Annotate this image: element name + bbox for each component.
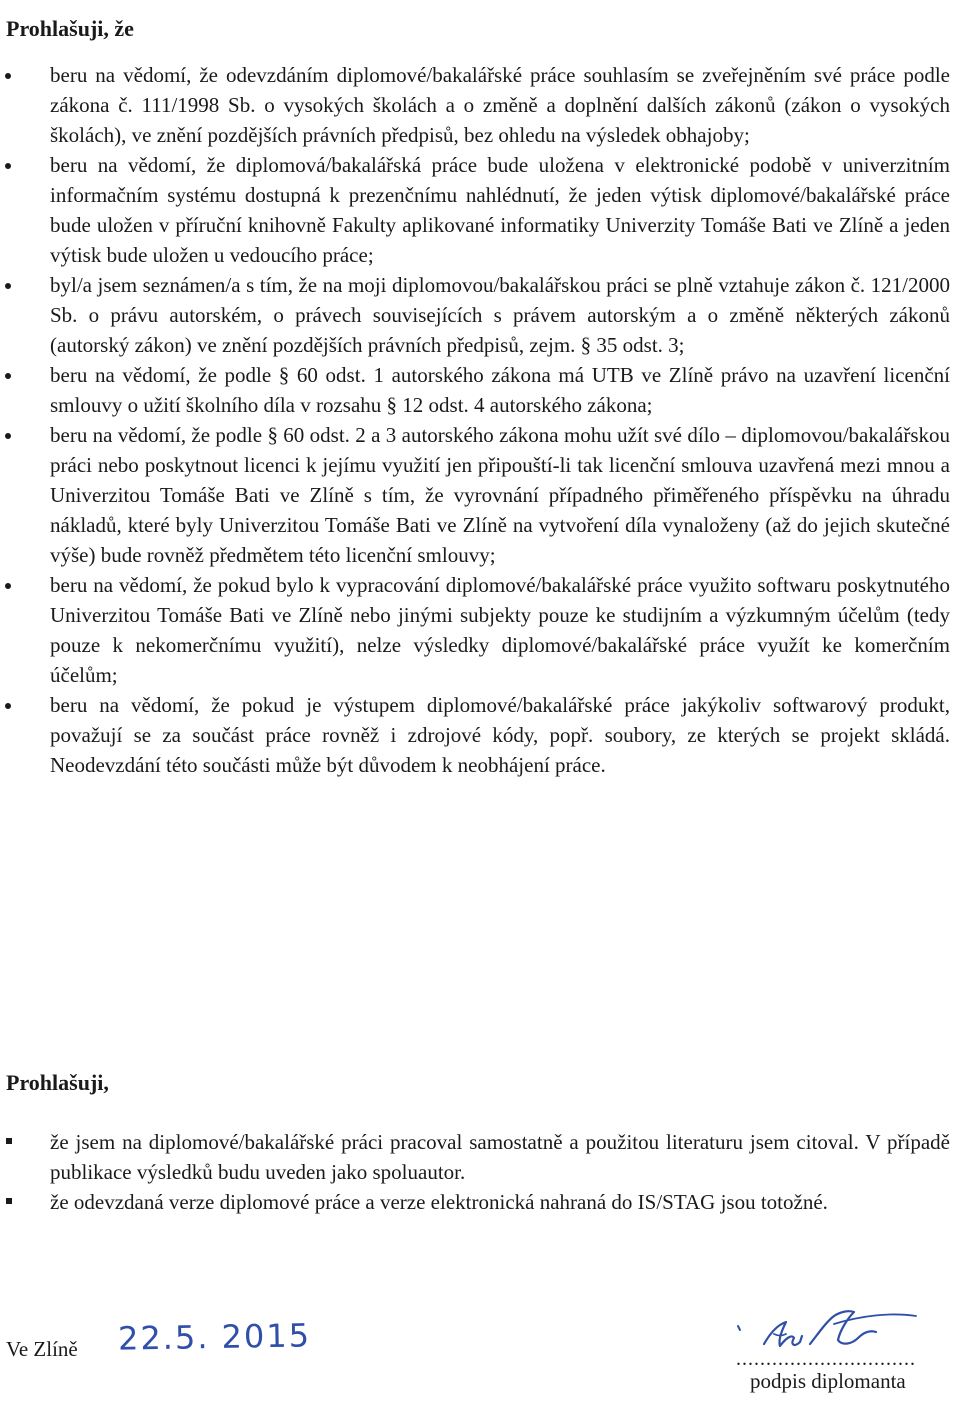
declarations-list — [0, 60, 950, 780]
signature-label: podpis diplomanta — [750, 1369, 906, 1393]
list-item: byl/a jsem seznámen/a s tím, že na moji diplomovou/bakalářskou práci se plně vztahuje zákon č. 121/2000 Sb. o právu autorském, o právech souvisejících s právem autorským a o změně některých zákonů (autorský zákon) ve znění pozdějších právních předpisů, zejm. § 35 odst. 3; — [0, 270, 950, 360]
list-item: beru na vědomí, že pokud je výstupem diplomové/bakalářské práce jakýkoliv softwarový produkt, považují se za součást práce rovněž i zdrojové kódy, popř. soubory, ze kterých se projekt skládá. Neodevzdání této součásti může být důvodem k neobhájení práce. — [0, 690, 950, 780]
signature-dotted-line: .............................. — [736, 1348, 916, 1370]
list-item: beru na vědomí, že podle § 60 odst. 2 a 3 autorského zákona mohu užít své dílo – diplomovou/bakalářskou práci nebo poskytnout licenci k jejímu využití jen připouští-li tak licenční smlouva uzavřená mezi mnou a Univerzitou Tomáše Bati ve Zlíně s tím, že vyrovnání případného přiměřeného příspěvku na úhradu nákladů, které byly Univerzitou Tomáše Bati ve Zlíně na vytvoření díla vynaloženy (až do jejich skutečné výše) bude rovněž předmětem této licenční smlouvy; — [0, 420, 950, 570]
signature-area — [730, 1300, 960, 1404]
section-heading-first: Prohlašuji, že — [6, 16, 134, 41]
list-item: beru na vědomí, že pokud bylo k vypracování diplomové/bakalářské práce využito softwaru poskytnutého Univerzitou Tomáše Bati ve Zlíně nebo jinými subjekty pouze ke studijním a výzkumným účelům (tedy pouze k nekomerčnímu využití), nelze výsledky diplomové/bakalářské práce využít ke komerčním účelům; — [0, 570, 950, 690]
list-item: že odevzdaná verze diplomové práce a verze elektronická nahraná do IS/STAG jsou totožné. — [0, 1187, 950, 1217]
list-item: že jsem na diplomové/bakalářské práci pracoval samostatně a použitou literaturu jsem citoval. V případě publikace výsledků budu uveden jako spoluautor. — [0, 1127, 950, 1187]
declarations-list-2 — [0, 1127, 950, 1217]
list-item: beru na vědomí, že diplomová/bakalářská práce bude uložena v elektronické podobě v univerzitním informačním systému dostupná k prezenčnímu nahlédnutí, že jeden výtisk diplomové/bakalářské práce bude uložen v příruční knihovně Fakulty aplikované informatiky Univerzity Tomáše Bati ve Zlíně a jeden výtisk bude uložen u vedoucího práce; — [0, 150, 950, 270]
handwritten-date: 22.5. 2015 — [117, 1316, 312, 1358]
list-item: beru na vědomí, že odevzdáním diplomové/bakalářské práce souhlasím se zveřejněním své práce podle zákona č. 111/1998 Sb. o vysokých školách a o změně a doplnění dalších zákonů (zákon o vysokých školách), ve znění pozdějších právních předpisů, bez ohledu na výsledek obhajoby; — [0, 60, 950, 150]
place-label: Ve Zlíně — [6, 1337, 78, 1361]
section-heading-second: Prohlašuji, — [6, 1070, 109, 1095]
list-item: beru na vědomí, že podle § 60 odst. 1 autorského zákona má UTB ve Zlíně právo na uzavření licenční smlouvy o užití školního díla v rozsahu § 12 odst. 4 autorského zákona; — [0, 360, 950, 420]
